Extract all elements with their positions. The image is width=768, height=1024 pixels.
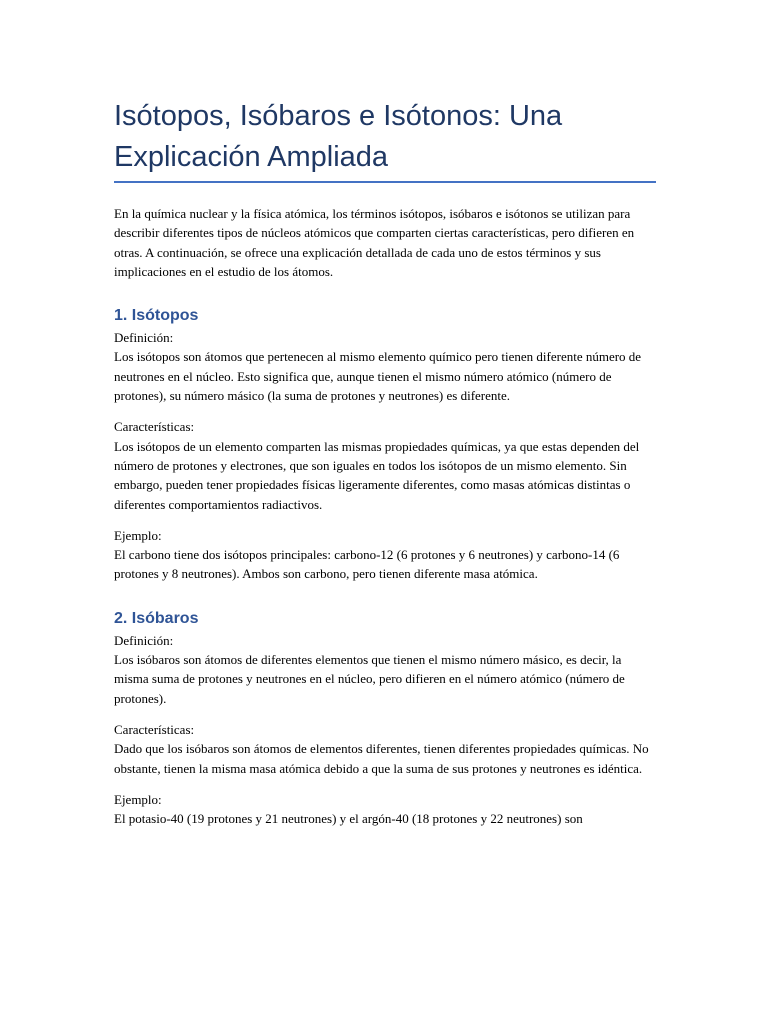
section-heading: 2. Isóbaros (114, 609, 199, 627)
characteristics-label: Características: (114, 721, 195, 737)
example-text: El potasio-40 (19 protones y 21 neutrones) y el argón-40 (18 protones y 22 neutrones) son (114, 811, 583, 827)
characteristics-text: Los isótopos de un elemento comparten las mismas propiedades químicas, ya que estas dependen del número de protones y electrones, que son iguales en todos los isótopos de un mismo elemento. Sin embargo, pueden tener propiedades físicas ligeramente diferentes, como masas atómicas distintas o diferentes comportamientos radiactivos. (114, 438, 640, 512)
definition-text: Los isóbaros son átomos de diferentes elementos que tienen el mismo número másico, es decir, la misma suma de protones y neutrones en el núcleo, pero difieren en el número atómico (número de protones). (114, 652, 625, 706)
section-isobaros (114, 609, 656, 829)
definition-label: Definición: (114, 330, 174, 346)
section-heading: 1. Isótopos (114, 307, 199, 325)
example-label: Ejemplo: (114, 527, 162, 543)
example-label: Ejemplo: (114, 791, 162, 807)
section-isotopos (114, 306, 656, 584)
characteristics-block (114, 720, 656, 778)
document-title: Isótopos, Isóbaros e Isótonos: Una Explicación Ampliada (114, 96, 656, 183)
example-block (114, 790, 656, 829)
example-text: El carbono tiene dos isótopos principales: carbono-12 (6 protones y 6 neutrones) y carbono-14 (6 protones y 8 neutrones). Ambos son carbono, pero tienen diferente masa atómica. (114, 547, 620, 582)
intro-paragraph: En la química nuclear y la física atómica, los términos isótopos, isóbaros e isótonos se utilizan para describir diferentes tipos de núcleos atómicos que comparten ciertas características, pero difieren en otras. A continuación, se ofrece una explicación detallada de cada uno de estos términos y sus implicaciones en el estudio de los átomos. (114, 206, 635, 279)
example-block (114, 526, 656, 584)
definition-label: Definición: (114, 632, 174, 648)
definition-block (114, 328, 656, 405)
characteristics-label: Características: (114, 419, 195, 435)
document-page (114, 96, 656, 840)
characteristics-text: Dado que los isóbaros son átomos de elementos diferentes, tienen diferentes propiedades químicas. No obstante, tienen la misma masa atómica debido a que la suma de sus protones y neutrones es idéntica. (114, 741, 649, 776)
characteristics-block (114, 417, 656, 513)
definition-text: Los isótopos son átomos que pertenecen al mismo elemento químico pero tienen diferente número de neutrones en el núcleo. Esto significa que, aunque tienen el mismo número atómico (número de protones), su número másico (la suma de protones y neutrones) es diferente. (114, 349, 642, 404)
definition-block (114, 631, 656, 708)
